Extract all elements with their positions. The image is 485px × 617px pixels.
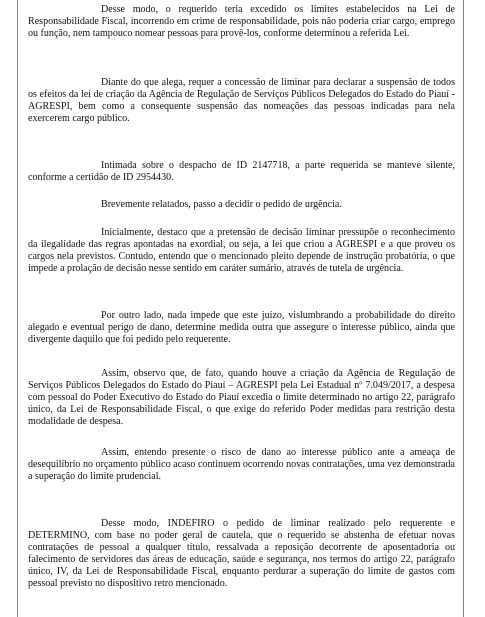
paragraph-2: Diante do que alega, requer a concessão de liminar para declarar a suspensão de todos os efeitos da lei de criação da Agência de Regulação de Serviços Públicos Delegados do Estado do Piauí - AGRESPI, bem como a consequente suspensão das nomeações das pessoas indicadas para nela exercerem cargo público. [28,77,455,124]
paragraph-7: Assim, observo que, de fato, quando houve a criação da Agência de Regulação de Serviços Públicos Delegados do Estado do Piauí – AGRESPI pela Lei Estadual nº 7.049/2017, a despesa com pessoal do Poder Executivo do Estado do Piauí excedia o limite determinado no artigo 22, parágrafo único, da Lei de Responsabilidade Fiscal, o que exige do referido Poder medidas para restrição desta modalidade de despesa. [28,368,455,427]
paragraph-3: Intimada sobre o despacho de ID 2147718, a parte requerida se manteve silente, conforme a certidão de ID 2954430. [28,160,455,183]
paragraph-4: Brevemente relatados, passo a decidir o pedido de urgência. [101,199,342,210]
paragraph-9: Desse modo, INDEFIRO o pedido de liminar realizado pelo requerente e DETERMINO, com base no poder geral de cautela, que o requerido se abstenha de efetuar novas contratações de pessoal a qualquer título, ressalvada a reposição decorrente de aposentadoria ou falecimento de servidores das áreas de educação, saúde e segurança, nos termos do artigo 22, parágrafo único, IV, da Lei de Responsabilidade Fiscal, enquanto perdurar a superação do limite de gastos com pessoal previsto no dispositivo retro mencionado. [28,518,455,589]
page-frame-right [463,0,464,617]
document-page [28,0,455,617]
paragraph-5: Inicialmente, destaco que a pretensão de decisão liminar pressupõe o reconhecimento da ilegalidade das regras apontadas na exordial, ou seja, a lei que criou a AGRESPI e a que proveu os cargos nela previstos. Contudo, entendo que o mencionado pleito depende de instrução probatória, o que impede a prolação de decisão nesse sentido em caráter sumário, através de tutela de urgência. [28,227,455,274]
paragraph-6: Por outro lado, nada impede que este juízo, vislumbrando a probabilidade do direito alegado e eventual perigo de dano, determine medida outra que assegure o interesse público, ainda que divergente daquilo que foi pedido pelo requerente. [28,310,455,345]
paragraph-8: Assim, entendo presente o risco de dano ao interesse público ante a ameaça de desequilíbrio no orçamento público acaso continuem ocorrendo novas contratações, uma vez demonstrada a superação do limite prudencial. [28,447,455,482]
paragraph-1: Desse modo, o requerido teria excedido os limites estabelecidos na Lei de Responsabilidade Fiscal, incorrendo em crime de responsabilidade, pois não poderia criar cargo, emprego ou função, nem tampouco nomear pessoas para provê-los, conforme determinou a referida Lei. [28,4,455,39]
page-frame-left [17,0,18,617]
